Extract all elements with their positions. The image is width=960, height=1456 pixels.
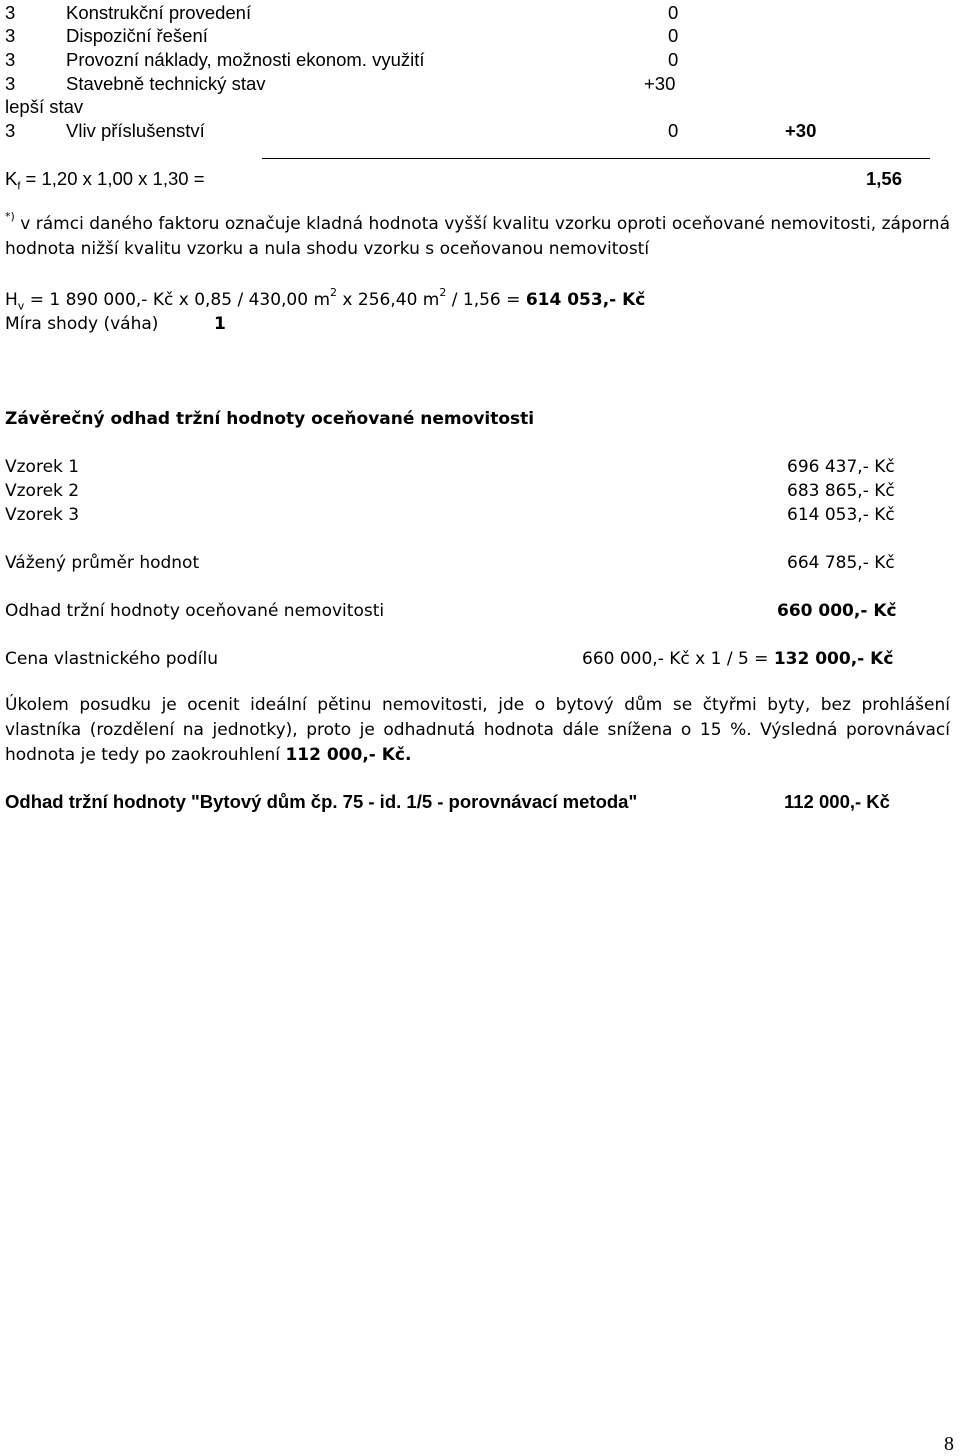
footnote-mark: *) [5, 210, 15, 224]
summary-label: Odhad tržní hodnoty "Bytový dům čp. 75 - id. 1/5 - porovnávací metoda" [5, 791, 638, 812]
footnote-text: v rámci daného faktoru označuje kladná hodnota vyšší kvalitu vzorku oproti oceňované nemovitosti, záporná hodnota nižší kvalitu vzorku a nula shodu vzorku s oceňovanou nemovitostí [5, 214, 950, 259]
better-state-note: lepší stav [5, 96, 84, 117]
factor-label: Stavebně technický stav [66, 73, 266, 94]
factor-num: 3 [5, 73, 16, 94]
sample-value: 696 437,- Kč [787, 457, 895, 477]
accessory-label: Vliv příslušenství [66, 120, 205, 141]
share-label: Cena vlastnického podílu [5, 649, 218, 669]
weighted-average-value: 664 785,- Kč [787, 553, 895, 573]
match-label: Míra shody (váha) [5, 314, 159, 334]
factor-value: 0 [668, 2, 679, 23]
task-result: 112 000,- Kč. [285, 745, 412, 765]
sample-label: Vzorek 1 [5, 457, 80, 477]
factor-num: 3 [5, 49, 16, 70]
factor-value: 0 [668, 49, 679, 70]
final-estimate-heading: Závěrečný odhad tržní hodnoty oceňované nemovitosti [5, 409, 535, 429]
accessory-total: +30 [785, 120, 817, 141]
factor-value: +30 [644, 73, 676, 94]
sample-value: 614 053,- Kč [787, 505, 895, 525]
hv-subscript: v [17, 299, 25, 313]
task-text: Úkolem posudku je ocenit ideální pětinu nemovitosti, jde o bytový dům se čtyřmi byty, bez prohlášení vlastníka (rozdělení na jednotky), proto je odhadnutá hodnota dále snížena o 15 %. Výsledná porovnávací hodnota je tedy po zaokrouhlení [5, 695, 950, 765]
sample-label: Vzorek 2 [5, 481, 80, 501]
factor-value: 0 [668, 25, 679, 46]
hv-superscript: 2 [330, 286, 338, 300]
footnote [5, 212, 950, 262]
estimate-value: 660 000,- Kč [777, 601, 897, 621]
factor-num: 3 [5, 2, 16, 23]
factor-label: Konstrukční provedení [66, 2, 252, 23]
hv-formula [5, 288, 645, 312]
sum-divider [262, 158, 930, 159]
factor-label: Provozní náklady, možnosti ekonom. využití [66, 49, 425, 70]
hv-superscript: 2 [439, 286, 447, 300]
page-number: 8 [944, 1433, 954, 1455]
share-result: 132 000,- Kč [773, 649, 894, 669]
hv-result: 614 053,- Kč [525, 290, 646, 310]
hv-expression-part: x 256,40 m [337, 290, 440, 310]
share-calculation [582, 647, 893, 671]
factor-label: Dispoziční řešení [66, 25, 208, 46]
hv-expression-part: = 1 890 000,- Kč x 0,85 / 430,00 m [24, 290, 331, 310]
kf-formula [5, 167, 205, 191]
kf-subscript: f [17, 180, 21, 193]
factor-row [5, 1, 15, 25]
sample-label: Vzorek 3 [5, 505, 80, 525]
weighted-average-label: Vážený průměr hodnot [5, 553, 200, 573]
accessory-value: 0 [668, 120, 679, 141]
share-formula: 660 000,- Kč x 1 / 5 = [582, 649, 774, 669]
task-paragraph [5, 693, 950, 768]
kf-symbol: K [5, 168, 18, 189]
estimate-label: Odhad tržní hodnoty oceňované nemovitosti [5, 601, 385, 621]
kf-result: 1,56 [866, 168, 903, 189]
match-value: 1 [214, 314, 226, 334]
sample-value: 683 865,- Kč [787, 481, 895, 501]
accessory-num: 3 [5, 120, 16, 141]
factor-num: 3 [5, 25, 16, 46]
hv-expression-part: / 1,56 = [446, 290, 526, 310]
hv-symbol: H [5, 290, 18, 310]
summary-value: 112 000,- Kč [784, 791, 890, 812]
kf-expression: = 1,20 x 1,00 x 1,30 = [20, 168, 205, 189]
